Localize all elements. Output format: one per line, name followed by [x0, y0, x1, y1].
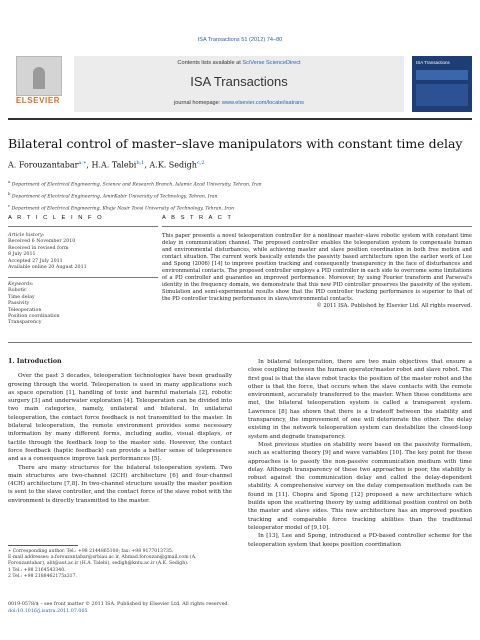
paragraph: Over the past 3 decades, teleoperation technologies have been gradually growing through the world. Teleoperation is used in many applications such as space operation [1], handling of toxic and harmful materials [2], robotic surgery [3] and underwater exploration [4]. Teleoperation can be divided into two main categories, namely, unilateral and bilateral. In unilateral teleoperation, the contact force feedback is not transmitted to the master. In bilateral teleoperation, the remote environment provides some necessary information by many different forms, including audio, visual displays, or tactile through the feedback loop to the master side. However, the contact force feedback (haptic feedback) can provide a better sense of telepresence and as a consequence improve task performances [5].	[8, 373, 232, 463]
keyword: Robotic	[8, 288, 27, 294]
history-line: Received in revised form	[8, 245, 69, 251]
info-divider	[8, 277, 158, 278]
abstract-text: This paper presents a novel teleoperation controller for a nonlinear master–slave robotic system with constant time delay in communication channel. The proposed controller enables the teleoperation system to compensate human and environmental disturbances, while achieving master and slave position coordination in both free motion and contact situation. The current work basically extends the passivity based architecture upon the earlier work of Lee and Spong (2006) [14] to improve position tracking and consequently transparency in the face of disturbances and environmental contacts. The proposed controller employs a PID controller in each side to overcome some limitations of a PD controller and guarantee an improved performance. Moreover, by using Fourier transform and Parseval's identity in the frequency domain, we demonstrate that this new PID controller preserves the passivity of the system. Simulation and semi-experimental results show that the PID controller tracking performance is superior to that of the PD controller tracking performance in slave/environmental contacts.	[162, 233, 472, 302]
contents-line	[74, 60, 404, 66]
issn-line: 0019-0578/$ – see front matter © 2011 ISA. Published by Elsevier Ltd. All rights reserved.	[8, 602, 230, 607]
affiliation-mark: c	[8, 203, 11, 209]
author-name[interactable]: H.A. Talebi	[91, 160, 137, 170]
footnote: E-mail addresses: a.forouzantabar@srbiau.ac.ir, Ahmad.forouzan@gmail.com (A. Forouzantabar), alit@aut.ac.ir (H.A. Talebi), sedigh@kntu.ac.ir (A.K. Sedigh).	[8, 554, 197, 567]
copyright-line: © 2011 ISA. Published by Elsevier Ltd. All rights reserved.	[316, 303, 472, 309]
affiliation-text: Department of Electrical Engineering, Science and Research Branch, Islamic Azad University, Tehran, Iran	[11, 182, 262, 188]
paragraph: Most previous studies on stability were based on the passivity formalism, such as scattering theory [9] and wave variables [10]. The key point for these approaches is to passify the non-passive communication medium with time delay. Although transparency of these two approaches is poor, the stability is robust against the communication delay and called the delay-dependent stability. A comprehensive survey on the delay compensation methods can be found in [11]. Chopra and Spong [12] proposed a new architecture which builds upon the scattering theory by using additional position control on both the master and slave sides. This new architecture has an improved position tracking and comparable force tracking abilities than the traditional teleoperator model of [9,10].	[248, 441, 472, 531]
history-line: Accepted 27 July 2011	[8, 258, 63, 264]
journal-name: ISA Transactions	[190, 74, 288, 89]
journal-banner	[74, 56, 404, 112]
affiliation-mark: b	[8, 191, 11, 197]
keyword: Transparency	[8, 320, 42, 326]
keyword: Passivity	[8, 301, 30, 307]
journal-cover-image	[412, 56, 472, 112]
keywords-label: Keywords:	[8, 281, 34, 287]
abstract-bottom-rule	[8, 342, 472, 343]
doi-link[interactable]: doi:10.1016/j.isatra.2011.07.005	[8, 608, 88, 614]
homepage-link[interactable]: www.elsevier.com/locate/isatrans	[221, 100, 304, 106]
article-info	[8, 233, 158, 327]
left-column	[8, 358, 232, 505]
affiliation-text: Department of Electrical Engineering, AmirKabir University of Technology, Tehran, Iran	[11, 194, 218, 200]
author-marks[interactable]: a,∗	[78, 160, 87, 166]
abstract-heading: A B S T R A C T	[162, 215, 233, 221]
info-rule	[8, 226, 158, 227]
history-line: 8 July 2011	[8, 252, 36, 258]
section-heading: 1. Introduction	[8, 358, 62, 365]
homepage-prefix: journal homepage:	[174, 100, 221, 106]
paragraph: In [13], Lee and Spong, introduced a PD-based controller scheme for the teleoperation system that keeps position coordination	[248, 533, 472, 548]
front-matter-footer	[8, 602, 229, 616]
keyword: Position coordination	[8, 313, 60, 319]
contents-prefix: Contents lists available at	[177, 60, 241, 66]
affiliation	[8, 202, 262, 214]
footnotes	[8, 545, 232, 581]
affiliation	[8, 190, 262, 202]
header-rule	[8, 118, 472, 120]
paragraph: In bilateral teleoperation, there are two main objectives that ensure a close coupling between the human operator/master robot and slave robot. The first goal is that the slave robot tracks the position of the master robot and the other is that the force, that occurs when the slave contacts with the remote environment, accurately transferred to the master. When these conditions are met, the bilateral teleoperation system is called a transparent system. Lawrence [8] has shown that there is a tradeoff between the stability and transparency, the improvement of one will deteriorate the other. The delay existing in the network teleoperation system can destabilize the closed-loop system and degrade transparency.	[248, 359, 472, 440]
keyword: Teleoperation	[8, 307, 42, 313]
author-marks[interactable]: c,2	[196, 160, 205, 166]
footnote: 1 Tel.: +98 2164543340.	[8, 567, 66, 573]
paragraph: There are many structures for the bilateral teleoperation system. Two main structures are two-channel (2CH) architecture [6] and four-channel (4CH) architecture [7,8]. In two-channel structure usually the master position is sent to the slave controller, and the contact force of the slave robot with the environment is directly transmitted to the master.	[8, 464, 232, 504]
abstract-rule	[162, 226, 472, 227]
sciencedirect-link[interactable]: SciVerse ScienceDirect	[242, 60, 301, 66]
keyword: Time delay	[8, 294, 35, 300]
right-column	[248, 358, 472, 549]
footnote: 2 Tel.: +98 2188462175x317.	[8, 574, 77, 580]
history-label: Article history:	[8, 233, 45, 238]
footnote: ∗ Corresponding author. Tel.: +98 2144865100; fax: +98 9177013735.	[8, 548, 174, 554]
affiliation-text: Department of Electrical Engineering, Khaje Nasir Toosi University of Technology, Tehran, Iran	[11, 206, 235, 212]
author-name[interactable]: A. Forouzantabar	[8, 160, 79, 170]
affiliations	[8, 178, 262, 214]
article-title: Bilateral control of master–slave manipulators with constant time delay	[8, 136, 463, 151]
footnote-rule	[8, 545, 78, 546]
affiliation	[8, 178, 262, 190]
affiliation-mark: a	[8, 179, 11, 184]
cover-title: ISA Transactions	[416, 60, 450, 65]
author-marks[interactable]: b,1	[136, 160, 145, 166]
publisher-logo-text: ELSEVIER	[15, 96, 61, 105]
author-name[interactable]: A.K. Sedigh	[149, 160, 197, 170]
journal-reference: ISA Transactions 51 (2012) 74–80	[197, 37, 283, 43]
elsevier-tree-icon	[16, 56, 62, 96]
journal-header	[8, 56, 472, 112]
homepage-line	[74, 100, 404, 106]
cover-graphic	[416, 84, 468, 106]
history-line: Received 6 November 2010	[8, 239, 76, 245]
elsevier-logo	[8, 56, 68, 112]
author-list: A. Forouzantabar$^{a,∗}$, H.A. Talebi$^{b,1}$, A.K. Sedigh$^{c,2}$	[8, 160, 205, 170]
history-line: Available online 20 August 2011	[8, 265, 87, 271]
article-info-heading: A R T I C L E I N F O	[8, 215, 104, 221]
abstract	[162, 233, 472, 310]
cover-band	[416, 70, 468, 80]
